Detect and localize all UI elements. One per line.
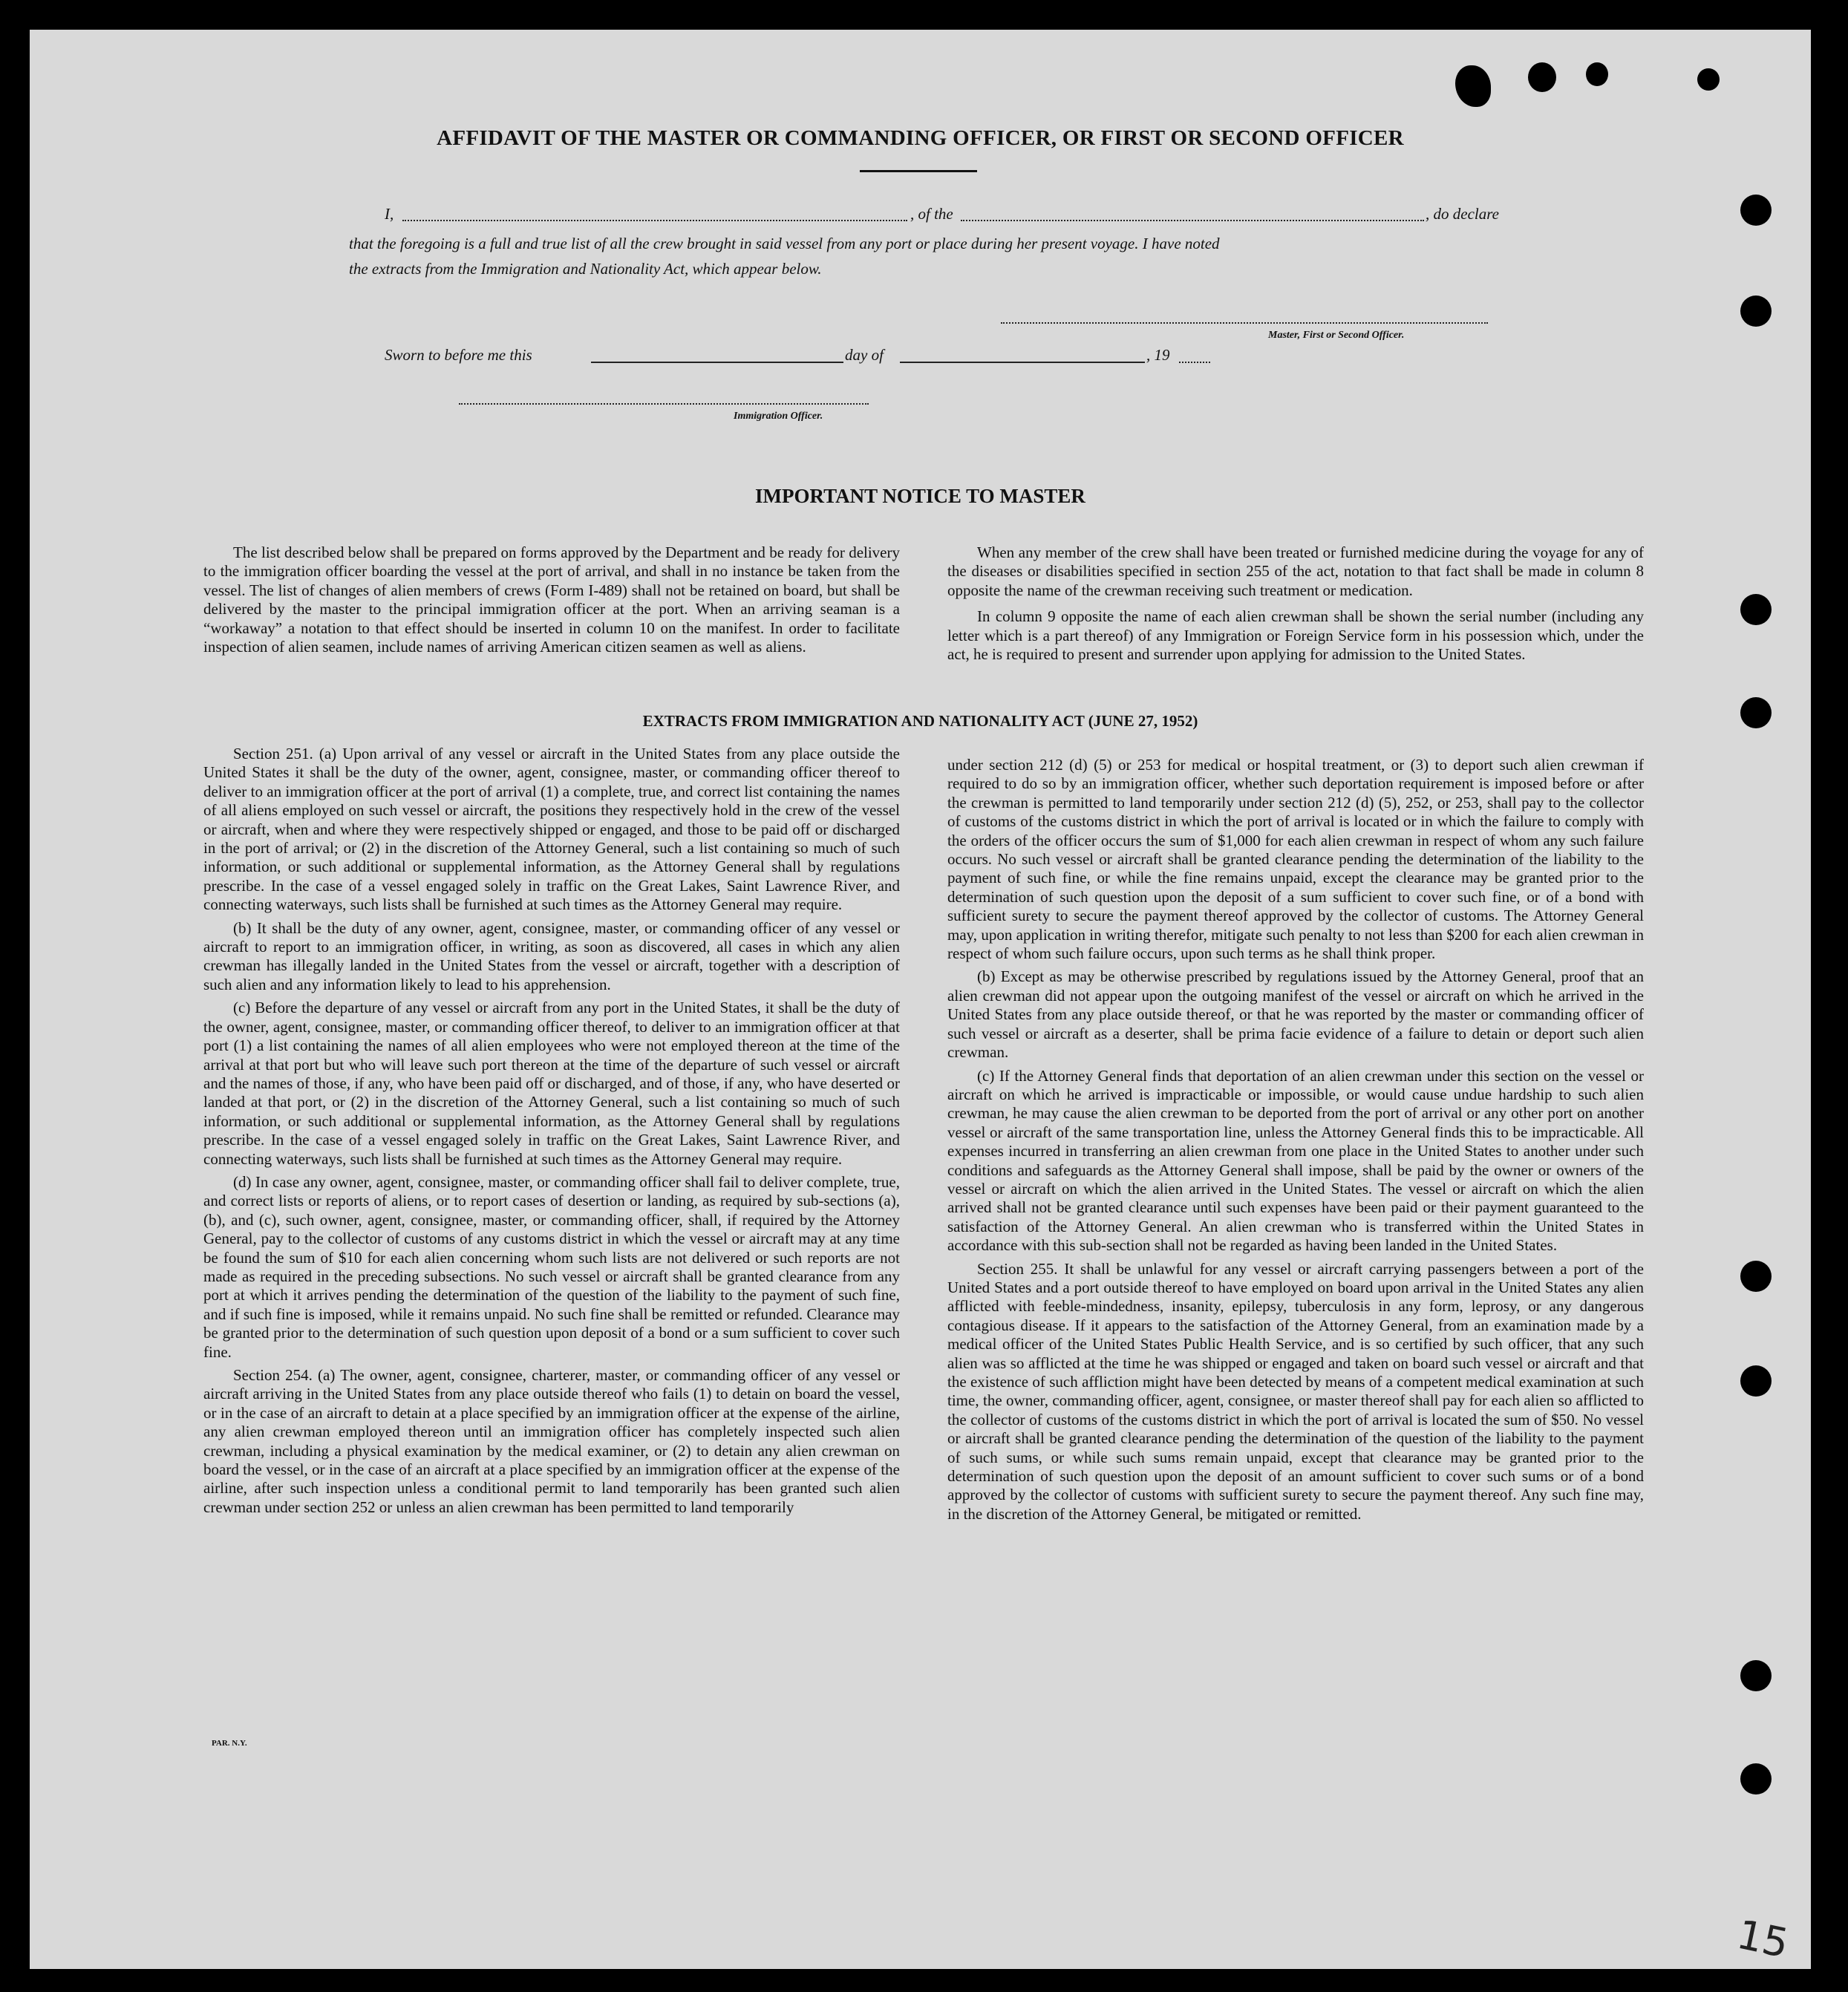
extract-paragraph: (b) It shall be the duty of any owner, agent, consignee, master, or commanding officer of any vessel or aircraft to report to an immigration officer, in writing, as soon as discovered, all cases in which any alien crewman has illegally landed in the United States from the vessel or aircraft, together with a description of such alien and any information likely to lead to his apprehension. [203,918,900,993]
notice-title: IMPORTANT NOTICE TO MASTER [755,485,1085,507]
binder-hole [1740,1365,1772,1397]
master-signature-label: Master, First or Second Officer. [1268,330,1405,341]
notice-paragraph: In column 9 opposite the name of each alien crewman shall be shown the serial number (including any letter which is a part thereof) of any Immigration or Foreign Service form in his possession which, under the act, he is required to present and surrender upon applying for admission to the United States. [947,607,1644,664]
officer-signature-field[interactable] [459,403,869,405]
extract-paragraph: (b) Except as may be otherwise prescribed by regulations issued by the Attorney General, proof that an alien crewman did not appear upon the outgoing manifest of the vessel or aircraft on which he arrived in the United States from any place outside thereof, or that he was reported by the master or commanding officer of such vessel or aircraft as a deserter, shall be prima facie evidence of a failure to detain or deport such alien crewman. [947,967,1644,1062]
extract-paragraph: under section 212 (d) (5) or 253 for medical or hospital treatment, or (3) to deport such alien crewman if required to do so by an immigration officer, whether such deportation requirement is imposed before or after the crewman is permitted to land temporarily under section 212 (d) (5), 252, or 253, shall pay to the collector of customs of the customs district in which the port of arrival is located or in which the failure to comply with the orders of the officer occurs the sum of $1,000 for each alien crewman in respect of whom any such failure occurs. No such vessel or aircraft shall be granted clearance pending the determination of the liability to the payment of such fine, or while the fine remains unpaid, except the clearance may be granted prior to the determination of such question upon the deposit of a sum sufficient to cover such fine, or of a bond with sufficient surety to secure the payment thereof approved by the collector of customs. The Attorney General may, upon application in writing therefor, mitigate such penalty to not less than $200 for each alien crewman in respect of whom such failure occurs, upon such terms as he shall think proper. [947,756,1644,963]
notice-left-column [203,543,900,661]
notice-paragraph: The list described below shall be prepared on forms approved by the Department and be ready for delivery to the immigration officer boarding the vessel at the port of arrival, and shall in no instance be taken from the vessel. The list of changes of alien members of crews (Form I-489) shall not be retained on board, but shall be delivered by the master to the principal immigration officer at the port. When an arriving seaman is a “workaway” a notation to that effect should be inserted in column 10 on the manifest. In order to facilitate inspection of alien seamen, include names of arriving American citizen seamen as well as aliens. [203,543,900,656]
ink-blot [1455,65,1491,107]
sworn-month-field[interactable] [900,362,1145,363]
extracts-title: EXTRACTS FROM IMMIGRATION AND NATIONALITY ACT (JUNE 27, 1952) [642,712,1198,730]
binder-hole [1740,1261,1772,1292]
binder-hole [1740,594,1772,625]
sworn-day-field[interactable] [591,362,843,363]
extract-paragraph: Section 251. (a) Upon arrival of any vessel or aircraft in the United States from any place outside the United States it shall be the duty of the owner, agent, consignee, master, or commanding officer thereof to deliver to an immigration officer at the port of arrival (1) a complete, true, and correct list containing the names of all aliens employed on such vessel or aircraft, the positions they respectively hold in the crew of the vessel or aircraft, when and where they were respectively shipped or engaged, and those to be paid off or discharged in the port of arrival; or (2) in the discretion of the Attorney General, such a list containing so much of such information, or such additional or supplemental information, as the Attorney General shall by regulations prescribe. In the case of a vessel engaged solely in traffic on the Great Lakes, Saint Lawrence River, and connecting waterways, such lists shall be furnished at such times as the Attorney General may require. [203,745,900,914]
ink-blot [1528,62,1556,92]
declarant-name-field[interactable] [402,220,907,221]
extracts-right-column [947,756,1644,1528]
declare-of-the-label: , of the [910,205,953,223]
sworn-before-label: Sworn to before me this [385,346,532,364]
form-page [30,30,1811,1969]
binder-hole [1740,1763,1772,1795]
extracts-left-column [203,745,900,1521]
sworn-day-of-label: day of [845,346,884,364]
binder-hole [1740,195,1772,226]
extract-paragraph: (d) In case any owner, agent, consignee, master, or commanding officer shall fail to deliver complete, true, and correct lists or reports of aliens, or to report cases of desertion or landing, as required by sub-sections (a), (b), and (c), such owner, agent, consignee, master, or commanding officer, shall, if required by the Attorney General, pay to the collector of customs of any customs district in which the vessel or aircraft may at any time be found the sum of $10 for each alien concerning whom such lists are not delivered or such reports are not made as required in the preceding subsections. No such vessel or aircraft shall be granted clearance from any port at which it arrives pending the determination of the question of the liability to the payment of such fine, and if such fine is imposed, while it remains unpaid. No such fine shall be remitted or refunded. Clearance may be granted prior to the determination of such question upon deposit of a bond or a sum sufficient to cover such fine. [203,1172,900,1361]
extract-paragraph: Section 254. (a) The owner, agent, consignee, charterer, master, or commanding officer of any vessel or aircraft arriving in the United States from any place outside thereof who fails (1) to detain on board the vessel, or in the case of an aircraft to detain at a place specified by an immigration officer at the expense of the airline, any alien crewman employed thereon until an immigration officer has completely inspected such alien crewman, including a physical examination by the medical examiner, or (2) to detain any alien crewman on board the vessel, or in the case of an aircraft at a place specified by an immigration officer at the expense of the airline, after such inspection unless a conditional permit to land temporarily has been granted such alien crewman under section 252 or unless an alien crewman has been permitted to land temporarily [203,1366,900,1516]
extract-paragraph: (c) Before the departure of any vessel or aircraft from any port in the United States, it shall be the duty of the owner, agent, consignee, master, or commanding officer thereof, to deliver to an immigration officer at that port (1) a list containing the names of all alien employees who were not employed thereon at the time of the arrival at that port but who will leave such port thereon at the time of the departure of such vessel or aircraft and the names of those, if any, who have been paid off or discharged, and of those, if any, who have deserted or landed at that port, or (2) in the discretion of the Attorney General, such a list containing so much of such information, or such additional or supplemental information, as the Attorney General shall by regulations prescribe. In the case of a vessel engaged solely in traffic on the Great Lakes, Saint Lawrence River, and connecting waterways, such lists shall be furnished at such times as the Attorney General may require. [203,999,900,1168]
title-underline [860,170,977,172]
notice-paragraph: When any member of the crew shall have been treated or furnished medicine during the voyage for any of the diseases or disabilities specified in section 255 of the act, notation to that fact shall be made in column 8 opposite the name of the crewman receiving such treatment or medication. [947,543,1644,599]
declare-i-label: I, [385,205,394,223]
extract-paragraph: (c) If the Attorney General finds that deportation of an alien crewman under this section on the vessel or aircraft on which he arrived is impracticable or impossible, or would cause undue hardship to such alien crewman, he may cause the alien crewman to be deported from the port of arrival or any other port on another vessel or aircraft of the same transportation line, unless the Attorney General finds this to be impracticable. All expenses incurred in transferring an alien crewman from one place in the United States to another under such conditions and safeguards as the Attorney General shall impose, shall be paid by the owner or owners of the vessel or aircraft on which the alien arrived in the United States. The vessel or aircraft on which the alien arrived shall not be granted clearance until such expenses have been paid or their payment guaranteed to the satisfaction of the Attorney General. An alien crewman who is transferred within the United States in accordance with this sub-section shall not be regarded as having been landed in the United States. [947,1066,1644,1255]
binder-hole [1740,1660,1772,1691]
sworn-year-field[interactable] [1179,362,1210,363]
declare-do-declare-label: , do declare [1426,205,1499,223]
extract-paragraph: Section 255. It shall be unlawful for any vessel or aircraft carrying passengers between a port of the United States and a port outside thereof to have employed on board upon arrival in the United States any alien afflicted with feeble-mindedness, insanity, epilepsy, tuberculosis in any form, leprosy, or any dangerous contagious disease. If it appears to the satisfaction of the Attorney General, from an examination made by a medical officer of the United States Public Health Service, and is so certified by such officer, that any such alien was so afflicted at the time he was shipped or engaged and taken on board such vessel or aircraft and that the existence of such affliction might have been detected by means of a competent medical examination at such time, the owner, commanding officer, agent, consignee, or master thereof shall pay for each alien so afflicted to the collector of customs of the customs district in which the port of arrival is located the sum of $50. No vessel or aircraft shall be granted clearance pending the determination of the question of the liability to the payment of such sums, or while such sums remain unpaid, except that clearance may be granted prior to the determination of such question upon the deposit of an amount sufficient to cover such sums or of a bond approved by the collector of customs with sufficient surety to secure the payment thereof. Any such fine may, in the discretion of the Attorney General, be mitigated or remitted. [947,1259,1644,1523]
master-signature-field[interactable] [1001,322,1488,324]
printer-code: PAR. N.Y. [212,1739,247,1748]
ink-blot [1586,62,1608,86]
declaration-text-line-3: the extracts from the Immigration and Nationality Act, which appear below. [349,260,822,278]
affidavit-title: AFFIDAVIT OF THE MASTER OR COMMANDING OFFICER, OR FIRST OR SECOND OFFICER [437,126,1404,150]
sworn-year-label: , 19 [1146,346,1170,364]
notice-right-column [947,543,1644,668]
declaration-text-line-2: that the foregoing is a full and true list of all the crew brought in said vessel from any port or place during her present voyage. I have noted [349,235,1220,252]
page-number: 15 [1733,1910,1793,1967]
vessel-name-field[interactable] [961,220,1424,221]
officer-signature-label: Immigration Officer. [734,411,823,422]
ink-blot [1697,68,1720,91]
binder-hole [1740,295,1772,327]
